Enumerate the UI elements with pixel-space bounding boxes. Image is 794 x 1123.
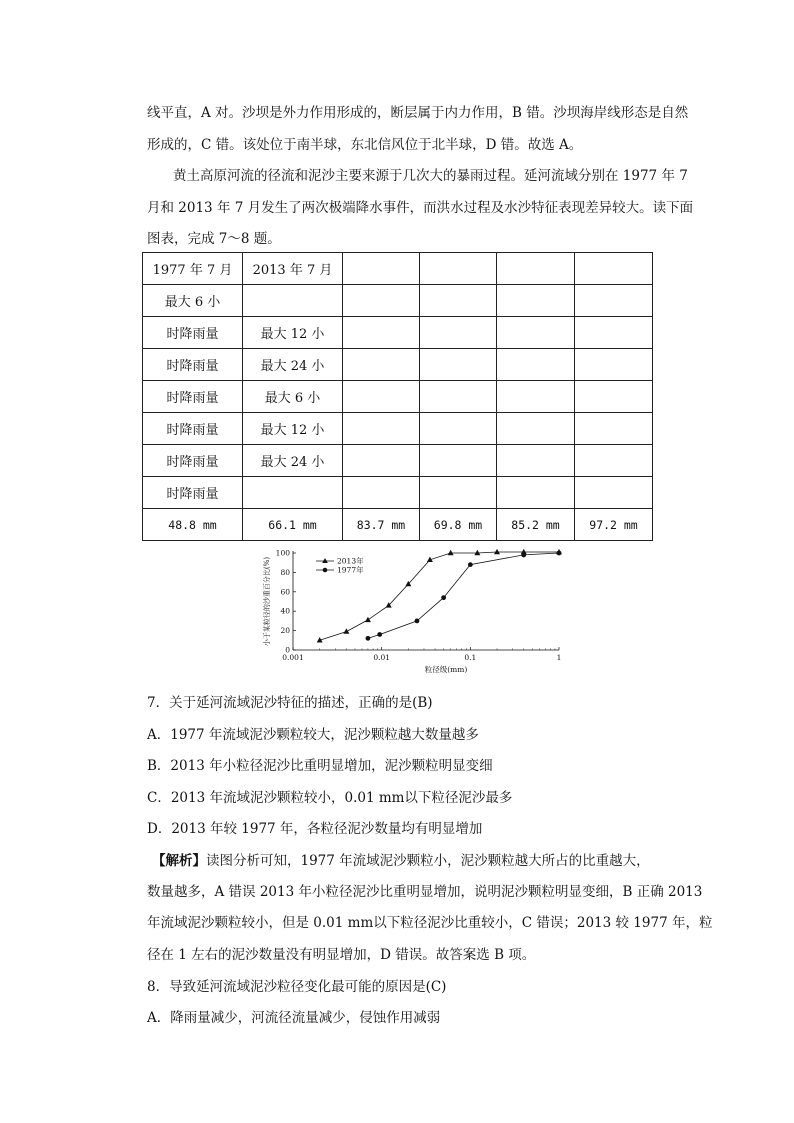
analysis-tag: 【解析】 [152,853,206,869]
table-cell: 69.8 mm [420,509,497,541]
legend-marker-2013 [322,558,328,563]
table-cell [343,349,420,381]
data-point-2013 [448,550,454,555]
table-row [143,285,653,317]
table-cell [420,349,497,381]
table-cell [497,413,575,445]
x-tick-label: 1 [556,653,562,662]
x-tick-label: 0.01 [373,653,391,662]
y-tick-label: 40 [280,606,290,616]
table-cell [343,477,420,509]
table-cell [497,253,575,285]
passage-line-3: 图表，完成 7～8 题。 [147,231,281,247]
legend-label: 1977年 [337,565,364,575]
data-point-1977 [468,562,473,567]
q7-option-d: D．2013 年较 1977 年，各粒径泥沙数量均有明显增加 [147,821,483,837]
table-cell [343,381,420,413]
table-cell [575,381,653,413]
table-cell [420,413,497,445]
y-tick-label: 60 [280,587,290,597]
particle-size-chart [256,545,571,675]
table-cell [575,253,653,285]
table-cell: 1977 年 7 月 [143,253,243,285]
table-cell [497,445,575,477]
table-cell: 最大 12 小 [243,317,343,349]
table-row [143,413,653,445]
table-cell [243,477,343,509]
table-cell [575,349,653,381]
table-cell: 时降雨量 [143,381,243,413]
table-cell: 时降雨量 [143,445,243,477]
table-cell [343,317,420,349]
rainfall-table [142,252,653,541]
legend-label: 2013年 [337,556,364,566]
table-cell: 48.8 mm [143,509,243,541]
data-point-1977 [415,619,420,624]
x-tick-label: 0.1 [464,653,477,662]
table-cell [497,477,575,509]
table-cell [497,285,575,317]
table-cell: 最大 12 小 [243,413,343,445]
q8-stem: 8．导致延河流域泥沙粒径变化最可能的原因是(C) [147,979,447,995]
table-cell: 时降雨量 [143,349,243,381]
passage-line-2: 月和 2013 年 7 月发生了两次极端降水事件，而洪水过程及水沙特征表现差异较大。读下面 [147,200,694,216]
table-row [143,253,653,285]
table-cell [343,445,420,477]
table-cell [243,285,343,317]
table-cell: 时降雨量 [143,413,243,445]
table-cell: 最大 6 小 [243,381,343,413]
data-point-1977 [366,636,371,641]
table-row [143,445,653,477]
table-cell [343,285,420,317]
q7-option-a: A．1977 年流域泥沙颗粒较大，泥沙颗粒越大数量越多 [147,727,479,743]
table-cell: 时降雨量 [143,317,243,349]
table-cell [420,445,497,477]
x-axis-label: 粒径级(mm) [424,665,468,674]
table-cell: 85.2 mm [497,509,575,541]
table-cell: 最大 24 小 [243,445,343,477]
table-row [143,509,653,541]
table-cell: 最大 24 小 [243,349,343,381]
table-cell: 66.1 mm [243,509,343,541]
intro-line-1: 线平直，A 对。沙坝是外力作用形成的，断层属于内力作用，B 错。沙坝海岸线形态是自然 [147,105,689,121]
x-tick-label: 0.001 [282,653,304,662]
q8-option-a: A．降雨量减少，河流径流量减少，侵蚀作用减弱 [147,1010,441,1026]
data-point-1977 [377,632,382,637]
table-cell: 2013 年 7 月 [243,253,343,285]
y-axis-label: 小于某粒径的沙重百分比(%) [263,556,271,647]
table-cell [497,317,575,349]
table-cell [420,381,497,413]
table-cell [420,253,497,285]
analysis-line-1 [152,852,650,870]
table-cell: 97.2 mm [575,509,653,541]
y-tick-label: 100 [275,548,290,558]
table-cell [420,477,497,509]
data-point-1977 [441,595,446,600]
table-cell [343,253,420,285]
table-cell [575,317,653,349]
table-row [143,381,653,413]
table-row [143,349,653,381]
data-point-2013 [494,549,500,554]
data-point-2013 [365,617,371,622]
table-cell [575,413,653,445]
data-point-1977 [521,553,526,558]
analysis-text-1: 读图分析可知，1977 年流域泥沙颗粒小，泥沙颗粒越大所占的比重越大， [206,853,650,869]
q7-stem: 7．关于延河流域泥沙特征的描述，正确的是(B) [147,695,433,711]
table-row [143,477,653,509]
table-cell [343,413,420,445]
data-point-1977 [557,551,562,556]
data-point-2013 [343,628,349,633]
analysis-line-2: 数量越多，A 错误 2013 年小粒径泥沙比重明显增加，说明泥沙颗粒明显变细，B 正确 2013 [147,884,703,900]
table-cell [420,285,497,317]
y-tick-label: 0 [285,645,290,655]
table-cell [420,317,497,349]
series-line-1977 [368,553,559,638]
analysis-line-4: 径在 1 左右的泥沙数量没有明显增加，D 错误。故答案选 B 项。 [147,947,536,963]
intro-line-2: 形成的，C 错。该处位于南半球，东北信风位于北半球，D 错。故选 A。 [147,137,583,153]
table-cell: 时降雨量 [143,477,243,509]
y-tick-label: 80 [280,567,290,577]
table-row [143,317,653,349]
table-cell: 最大 6 小 [143,285,243,317]
analysis-line-3: 年流域泥沙颗粒较小，但是 0.01 mm以下粒径泥沙比重较小，C 错误；2013 较 1977 年，粒 [147,915,713,931]
table-cell [575,477,653,509]
passage-line-1: 黄土高原河流的径流和泥沙主要来源于几次大的暴雨过程。延河流域分别在 1977 年 7 [173,168,688,184]
table-cell [497,381,575,413]
table-cell [575,445,653,477]
table-cell [575,285,653,317]
y-tick-label: 20 [280,626,290,636]
legend-marker-1977 [323,568,328,573]
q7-option-c: C．2013 年流域泥沙颗粒较小，0.01 mm以下粒径泥沙最多 [147,790,513,806]
table-cell [497,349,575,381]
table-cell: 83.7 mm [343,509,420,541]
q7-option-b: B．2013 年小粒径泥沙比重明显增加，泥沙颗粒明显变细 [147,758,493,774]
